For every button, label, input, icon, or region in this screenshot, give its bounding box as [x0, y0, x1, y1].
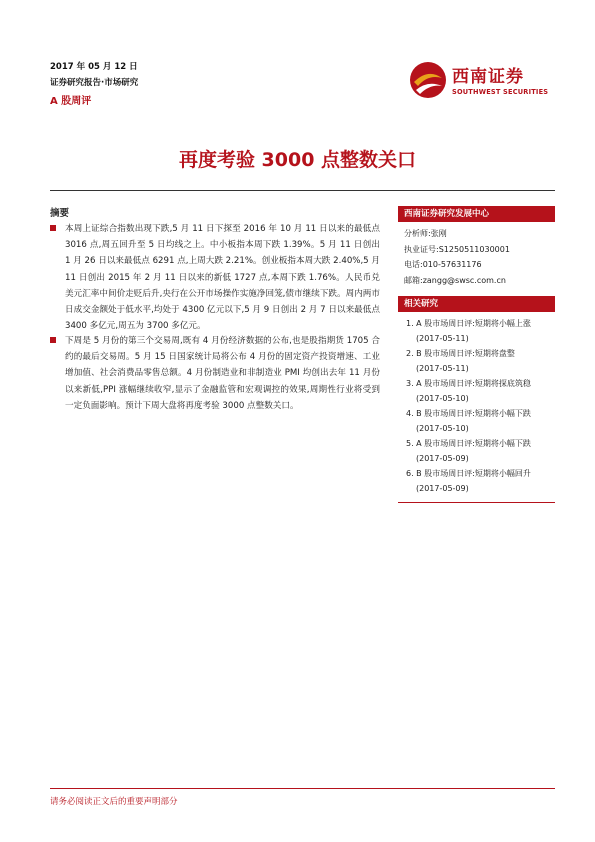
- related-item[interactable]: [406, 376, 555, 406]
- related-item-title: 4. B 股市场周日评:短期将小幅下跌: [406, 409, 531, 418]
- related-item-date: (2017-05-10): [416, 424, 469, 433]
- related-item-title: 5. A 股市场周日评:短期将小幅下跌: [406, 439, 531, 448]
- license-number: 执业证号:S1250511030001: [404, 244, 510, 254]
- logo-en-text: SOUTHWEST SECURITIES: [452, 88, 549, 96]
- page-title: 再度考验 3000 点整数关口: [178, 149, 417, 171]
- related-item-date: (2017-05-09): [416, 454, 469, 463]
- abstract-paragraph-2: [50, 333, 380, 414]
- report-type: 证券研究报告·市场研究: [50, 78, 139, 88]
- related-item-title: 3. A 股市场周日评:短期将探底筑稳: [406, 379, 531, 388]
- related-research-heading: 相关研究: [398, 296, 555, 312]
- research-center-heading: 西南证券研究发展中心: [398, 206, 555, 222]
- abstract-text-1: 本周上证综合指数出现下跌,5 月 11 日下探至 2016 年 10 月 11 日以来的最低点 3016 点,周五回升至 5 日均线之上。中小板指本周下跌 1.39%。5 月 11 日创出 1 月 26 日以来最低点 6291 点,上周大跌 2.21%。创业板指本周大跌 2.40%,5 月 11 日创出 2015 年 2 月 11 日以来的新低 1727 点,本周下跌 1.76%。人民币兑美元汇率中间价走贬后升,央行在公开市场操作实施净回笼,债市继续下跌。周内两市日成交金额处于低水平,均处于 4300 亿元以下,5 月 9 日创出 2 月 7 日以来最低点 3400 多亿元,周五为 3700 多亿元。: [65, 224, 380, 332]
- related-item[interactable]: [406, 436, 555, 466]
- footer-disclaimer: 请务必阅读正文后的重要声明部分: [50, 797, 178, 807]
- email-address[interactable]: 邮箱:zangg@swsc.com.cn: [404, 275, 506, 285]
- related-research-list: [398, 316, 555, 503]
- related-item-date: (2017-05-10): [416, 394, 469, 403]
- research-center-panel: [398, 206, 555, 288]
- logo-emblem-icon: [410, 62, 446, 98]
- related-item[interactable]: [406, 466, 555, 496]
- related-item[interactable]: [406, 406, 555, 436]
- related-research-panel: [398, 296, 555, 503]
- related-item-title: 2. B 股市场周日评:短期将盘整: [406, 349, 515, 358]
- related-item-date: (2017-05-09): [416, 484, 469, 493]
- analyst-name: 分析师:张刚: [404, 229, 447, 238]
- related-item[interactable]: [406, 346, 555, 376]
- related-item-title: 1. A 股市场周日评:短期将小幅上涨: [406, 319, 531, 328]
- bullet-square-icon: [50, 337, 56, 343]
- related-item[interactable]: [406, 316, 555, 346]
- abstract-text-2: 下周是 5 月份的第三个交易周,既有 4 月份经济数据的公布,也是股指期货 1705 合约的最后交易周。5 月 15 日国家统计局将公布 4 月份的固定资产投资增速、工业增加值、社会消费品零售总额。4 月份制造业和非制造业 PMI 均创出去年 11 月份以来新低,PPI 涨幅继续收窄,显示了金融监管和宏观调控的效果,周期性行业将受到一定负面影响。预计下周大盘将再度考验 3000 点整数关口。: [65, 336, 380, 411]
- phone-number: 电话:010-57631176: [404, 260, 482, 269]
- abstract-paragraph-1: [50, 221, 380, 334]
- related-item-date: (2017-05-11): [416, 364, 469, 373]
- abstract-heading: 摘要: [50, 208, 70, 219]
- report-date: 2017 年 05 月 12 日: [50, 62, 138, 72]
- related-item-date: (2017-05-11): [416, 334, 469, 343]
- bullet-square-icon: [50, 225, 56, 231]
- footer-divider: [50, 788, 555, 789]
- title-divider: [50, 190, 555, 191]
- related-item-title: 6. B 股市场周日评:短期将小幅回升: [406, 469, 531, 478]
- logo-cn-text: 西南证券: [452, 67, 524, 87]
- report-subtitle: A 股周评: [50, 96, 92, 107]
